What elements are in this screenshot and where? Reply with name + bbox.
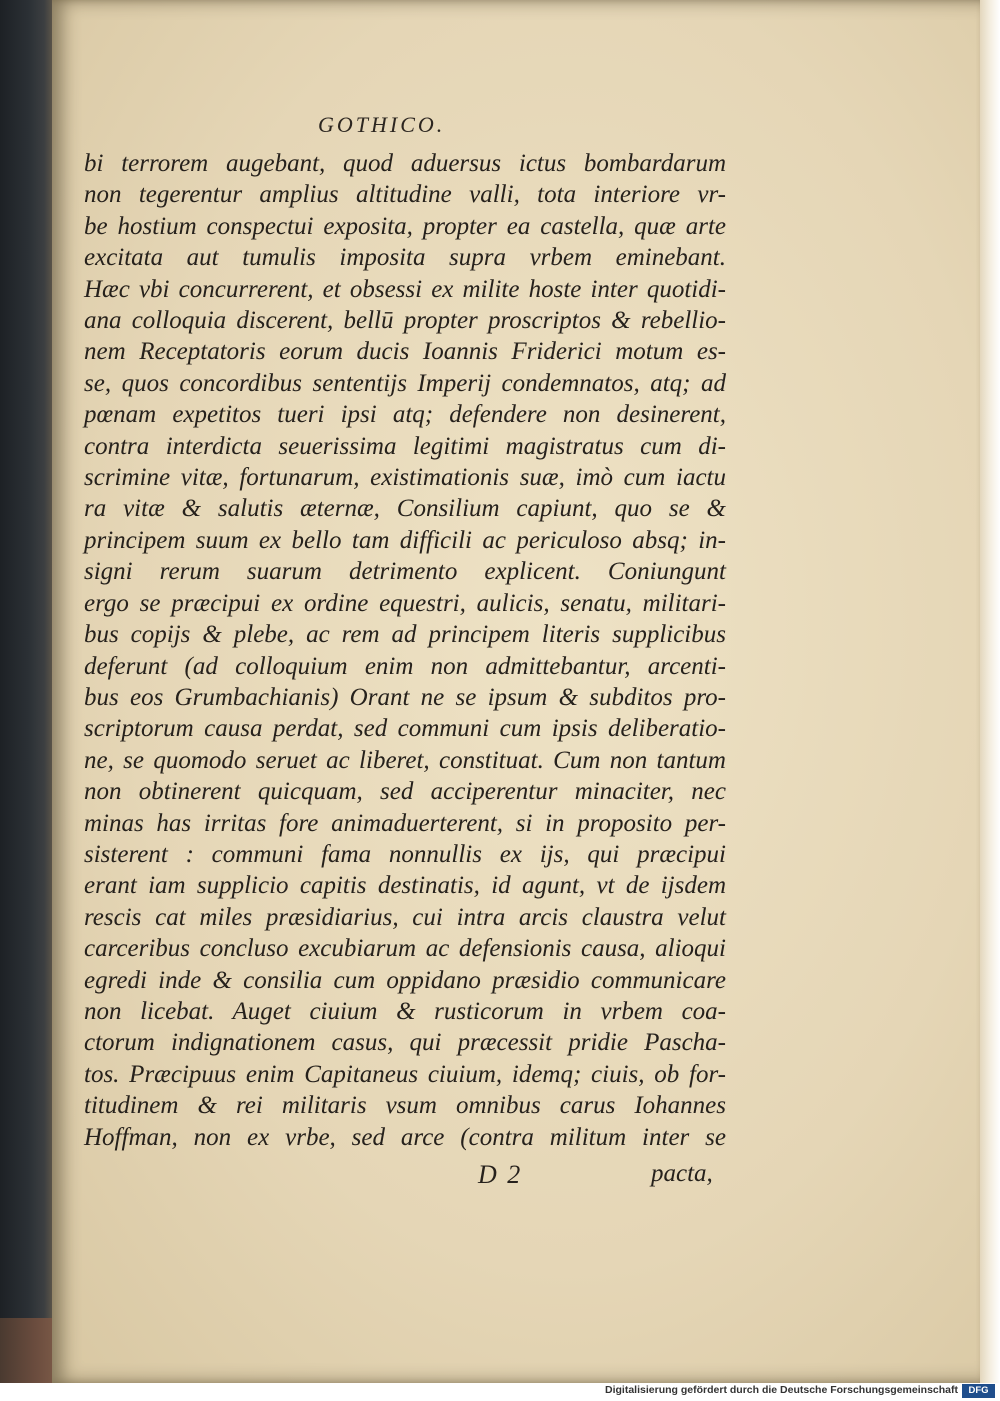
text-line: nem Receptatoris eorum ducis Ioannis Friderici motum es-	[84, 338, 726, 366]
text-line: non licebat. Auget ciuium & rusticorum in vrbem coa-	[84, 997, 726, 1025]
text-line: non tegerentur amplius altitudine valli, tota interiore vr-	[84, 181, 726, 209]
text-line: excitata aut tumulis imposita supra vrbem eminebant.	[84, 244, 726, 272]
binding-cover-edge	[0, 1318, 58, 1383]
digitization-credit: Digitalisierung gefördert durch die Deutsche Forschungsgemeinschaft	[605, 1384, 958, 1396]
text-line: sisterent : communi fama nonnullis ex ijs, qui præcipui	[84, 840, 726, 868]
text-line: ana colloquia discerent, bellū propter proscriptos & rebellio-	[84, 307, 726, 335]
text-line: bus eos Grumbachianis) Orant ne se ipsum & subditos pro-	[84, 683, 726, 711]
text-line: contra interdicta seuerissima legitimi magistratus cum di-	[84, 432, 726, 460]
text-line: scrimine vitæ, fortunarum, existimationis suæ, imò cum iactu	[84, 464, 726, 492]
text-line: tos. Præcipuus enim Capitaneus ciuium, idemq; ciuis, ob for-	[84, 1060, 726, 1088]
text-line: erant iam supplicio capitis destinatis, id agunt, vt de ijsdem	[84, 872, 726, 900]
text-line: signi rerum suarum detrimento explicent. Coniungunt	[84, 558, 726, 586]
book-binding	[0, 0, 52, 1383]
text-line: be hostium conspectui exposita, propter ea castella, quæ arte	[84, 212, 726, 240]
dfg-logo: DFG	[962, 1384, 995, 1398]
text-line: Hæc vbi concurrerent, et obsessi ex milite hoste inter quotidi-	[84, 275, 726, 303]
page-right-edge	[980, 0, 1000, 1383]
text-line: bus copijs & plebe, ac rem ad principem literis supplicibus	[84, 621, 726, 649]
text-line: ergo se præcipui ex ordine equestri, aulicis, senatu, militari-	[84, 589, 726, 617]
text-line: ctorum indignationem casus, qui præcessit pridie Pascha-	[84, 1029, 726, 1057]
text-line: carceribus concluso excubiarum ac defensionis causa, alioqui	[84, 935, 726, 963]
text-line: non obtinerent quicquam, sed acciperentur minaciter, nec	[84, 778, 726, 806]
text-line: Hoffman, non ex vrbe, sed arce (contra militum inter se	[84, 1123, 726, 1151]
text-line: rescis cat miles præsidiarius, cui intra arcis claustra velut	[84, 903, 726, 931]
text-line: principem suum ex bello tam difficili ac periculoso absq; in-	[84, 526, 726, 554]
text-line: se, quos concordibus sententijs Imperij condemnatos, atq; ad	[84, 369, 726, 397]
text-line: pœnam expetitos tueri ipsi atq; defendere non desinerent,	[84, 401, 726, 429]
text-line: egredi inde & consilia cum oppidano præsidio communicare	[84, 966, 726, 994]
body-text	[84, 148, 726, 1153]
text-line: scriptorum causa perdat, sed communi cum ipsis deliberatio-	[84, 715, 726, 743]
text-line: ra vitæ & salutis æternæ, Consilium capiunt, quo se &	[84, 495, 726, 523]
signature-mark: D 2	[478, 1160, 523, 1189]
running-head: GOTHICO.	[318, 112, 446, 137]
catchword: pacta,	[651, 1160, 713, 1187]
text-line: deferunt (ad colloquium enim non admittebantur, arcenti-	[84, 652, 726, 680]
text-line: ne, se quomodo seruet ac liberet, constituat. Cum non tantum	[84, 746, 726, 774]
text-line: bi terrorem augebant, quod aduersus ictus bombardarum	[84, 150, 726, 177]
text-line: titudinem & rei militaris vsum omnibus carus Iohannes	[84, 1092, 726, 1120]
text-line: minas has irritas fore animaduerterent, si in proposito per-	[84, 809, 726, 837]
